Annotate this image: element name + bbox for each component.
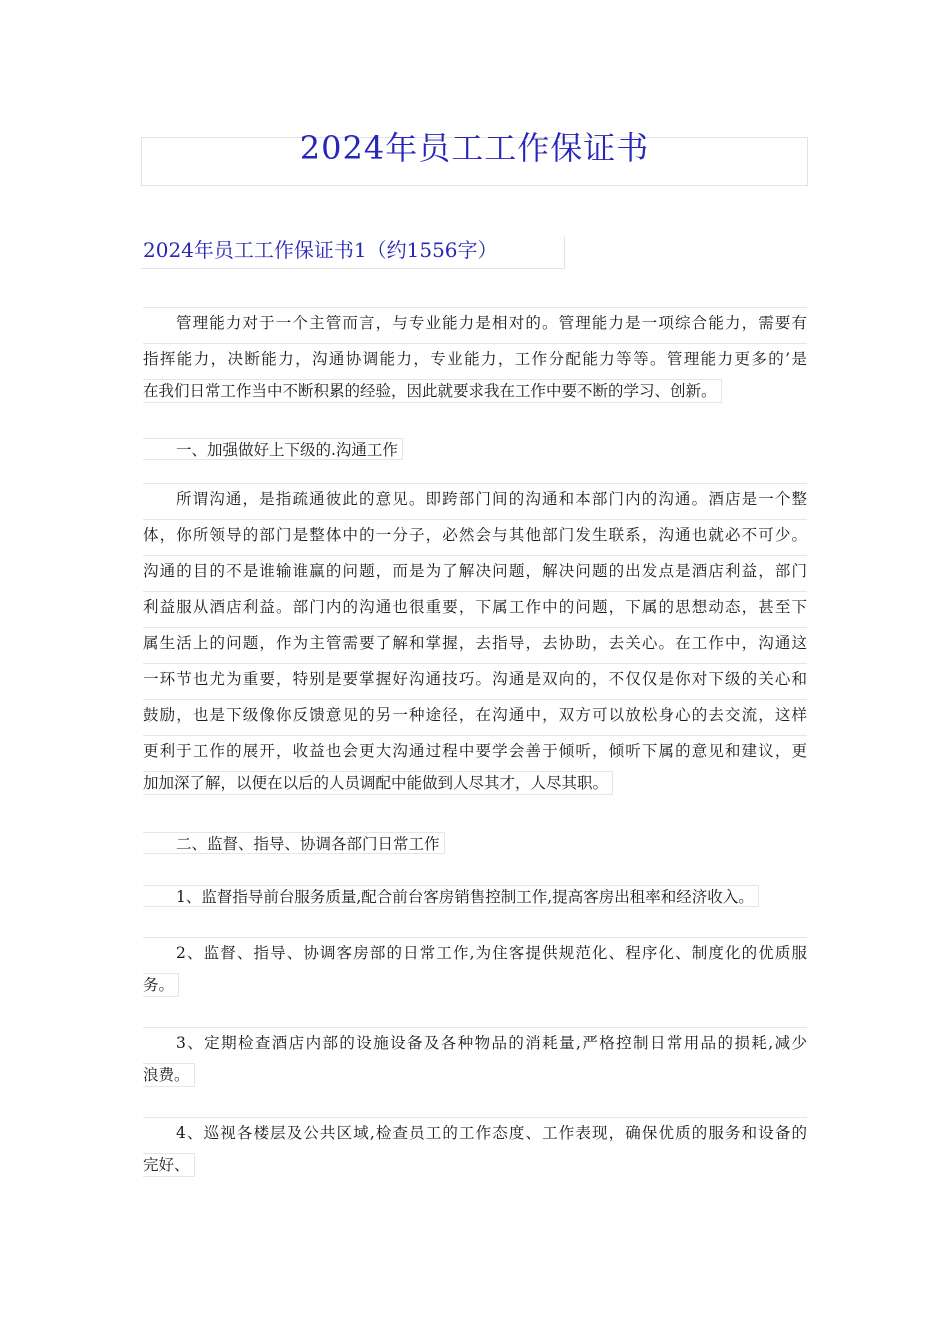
paragraph-line: 指挥能力，决断能力，沟通协调能力，专业能力，工作分配能力等等。管理能力更多的’是: [143, 343, 807, 379]
paragraph-line: 利益服从酒店利益。部门内的沟通也很重要，下属工作中的问题，下属的思想动态，甚至下: [143, 591, 807, 627]
paragraph-line: 体，你所领导的部门是整体中的一分子，必然会与其他部门发生联系，沟通也就必不可少。: [143, 519, 807, 555]
paragraph-line: 务。: [143, 973, 179, 997]
paragraph-line: 一环节也尤为重要，特别是要掌握好沟通技巧。沟通是双向的，不仅仅是你对下级的关心和: [143, 663, 807, 699]
paragraph-line: 管理能力对于一个主管而言，与专业能力是相对的。管理能力是一项综合能力，需要有: [143, 307, 807, 343]
section-heading-supervision: [143, 832, 807, 854]
paragraph-line: 完好、: [143, 1153, 195, 1177]
paragraph-line: 1、监督指导前台服务质量,配合前台客房销售控制工作,提高客房出租率和经济收入。: [143, 885, 759, 907]
paragraph-line: 3、定期检查酒店内部的设施设备及各种物品的消耗量,严格控制日常用品的损耗,减少: [143, 1027, 807, 1063]
paragraph-line: 在我们日常工作当中不断积累的经验，因此就要求我在工作中要不断的学习、创新。: [143, 379, 722, 403]
document-subtitle: 2024年员工工作保证书1（约1556字）: [143, 238, 498, 262]
paragraph-line: 鼓励，也是下级像你反馈意见的另一种途径，在沟通中，双方可以放松身心的去交流，这样: [143, 699, 807, 735]
paragraph-line: 4、巡视各楼层及公共区域,检查员工的工作态度、工作表现，确保优质的服务和设备的: [143, 1117, 807, 1153]
section-heading: 一、加强做好上下级的.沟通工作: [143, 438, 403, 460]
paragraph-management: [143, 307, 807, 407]
paragraph-line: 所谓沟通，是指疏通彼此的意见。即跨部门间的沟通和本部门内的沟通。酒店是一个整: [143, 483, 807, 519]
list-item-1: [143, 885, 807, 907]
document-title: 2024年员工工作保证书: [299, 129, 650, 167]
paragraph-communication: [143, 483, 807, 799]
list-item-2: [143, 937, 807, 1001]
paragraph-line: 沟通的目的不是谁输谁赢的问题，而是为了解决问题，解决问题的出发点是酒店利益，部门: [143, 555, 807, 591]
paragraph-line: 浪费。: [143, 1063, 195, 1087]
paragraph-line: 更利于工作的展开，收益也会更大沟通过程中要学会善于倾听，倾听下属的意见和建议，更: [143, 735, 807, 771]
section-heading: 二、监督、指导、协调各部门日常工作: [143, 832, 445, 854]
paragraph-line: 加加深了解，以便在以后的人员调配中能做到人尽其才，人尽其职。: [143, 771, 613, 795]
list-item-4: [143, 1117, 807, 1181]
list-item-3: [143, 1027, 807, 1091]
paragraph-line: 2、监督、指导、协调客房部的日常工作,为住客提供规范化、程序化、制度化的优质服: [143, 937, 807, 973]
section-heading-communication: [143, 438, 807, 460]
paragraph-line: 属生活上的问题，作为主管需要了解和掌握，去指导，去协助，去关心。在工作中，沟通这: [143, 627, 807, 663]
subtitle-box: [141, 237, 565, 269]
title-box: [141, 129, 808, 186]
